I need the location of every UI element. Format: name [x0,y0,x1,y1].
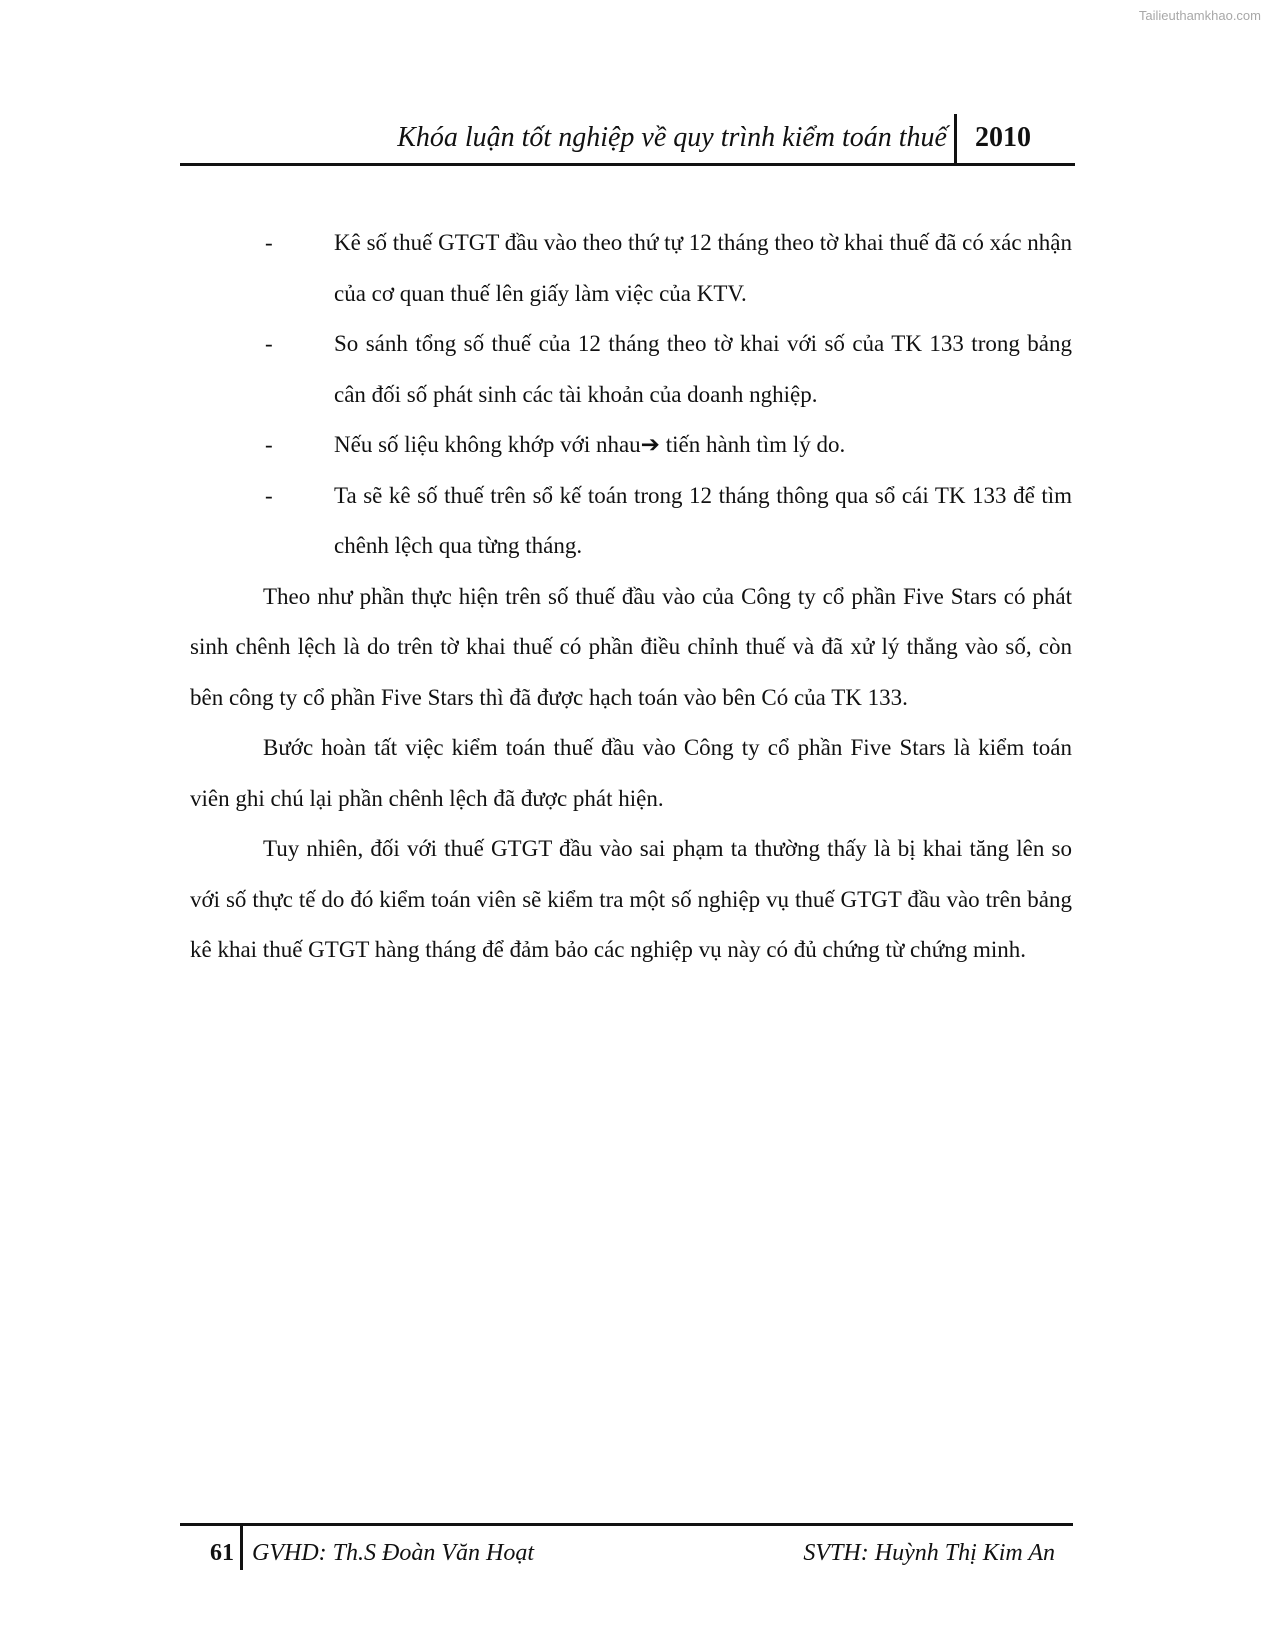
bullet-item [190,218,1072,319]
bullet-text: Nếu số liệu không khớp với nhau➔ tiến hành tìm lý do. [334,432,846,457]
advisor-name: GVHD: Th.S Đoàn Văn Hoạt [252,1540,534,1566]
bullet-item [190,319,1072,420]
watermark: Tailieuthamkhao.com [1138,8,1261,23]
paragraph: Tuy nhiên, đối với thuế GTGT đầu vào sai phạm ta thường thấy là bị khai tăng lên so với số thực tế do đó kiểm toán viên sẽ kiểm tra một số nghiệp vụ thuế GTGT đầu vào trên bảng kê khai thuế GTGT hàng tháng để đảm bảo các nghiệp vụ này có đủ chứng từ chứng minh. [190,836,1072,962]
bullet-item [190,471,1072,572]
bullet-dash: - [265,331,273,356]
header-year: 2010 [975,122,1031,153]
page-footer [180,1526,1073,1570]
page-header [180,112,1075,164]
bullet-dash: - [265,230,273,255]
header-rule [180,163,1075,166]
paragraph: Bước hoàn tất việc kiểm toán thuế đầu vào Công ty cổ phần Five Stars là kiểm toán viên ghi chú lại phần chênh lệch đã được phát hiện. [190,735,1072,811]
bullet-text: Ta sẽ kê số thuế trên sổ kế toán trong 12 tháng thông qua sổ cái TK 133 để tìm chênh lệch qua từng tháng. [334,482,1072,558]
header-title: Khóa luận tốt nghiệp về quy trình kiểm toán thuế [397,122,947,153]
header-separator [954,114,957,166]
student-name: SVTH: Huỳnh Thị Kim An [803,1540,1055,1566]
page-number: 61 [210,1540,234,1566]
document-body [190,218,1072,976]
bullet-text: So sánh tổng số thuế của 12 tháng theo tờ khai với số của TK 133 trong bảng cân đối số phát sinh các tài khoản của doanh nghiệp. [334,331,1072,407]
footer-separator [240,1526,243,1570]
bullet-dash: - [265,432,273,457]
bullet-dash: - [265,482,273,508]
bullet-text: Kê số thuế GTGT đầu vào theo thứ tự 12 tháng theo tờ khai thuế đã có xác nhận của cơ quan thuế lên giấy làm việc của KTV. [334,230,1072,306]
bullet-item [190,420,1072,471]
paragraph: Theo như phần thực hiện trên số thuế đầu vào của Công ty cổ phần Five Stars có phát sinh chênh lệch là do trên tờ khai thuế có phần điều chỉnh thuế và đã xử lý thẳng vào số, còn bên công ty cổ phần Five Stars thì đã được hạch toán vào bên Có của TK 133. [190,583,1072,710]
